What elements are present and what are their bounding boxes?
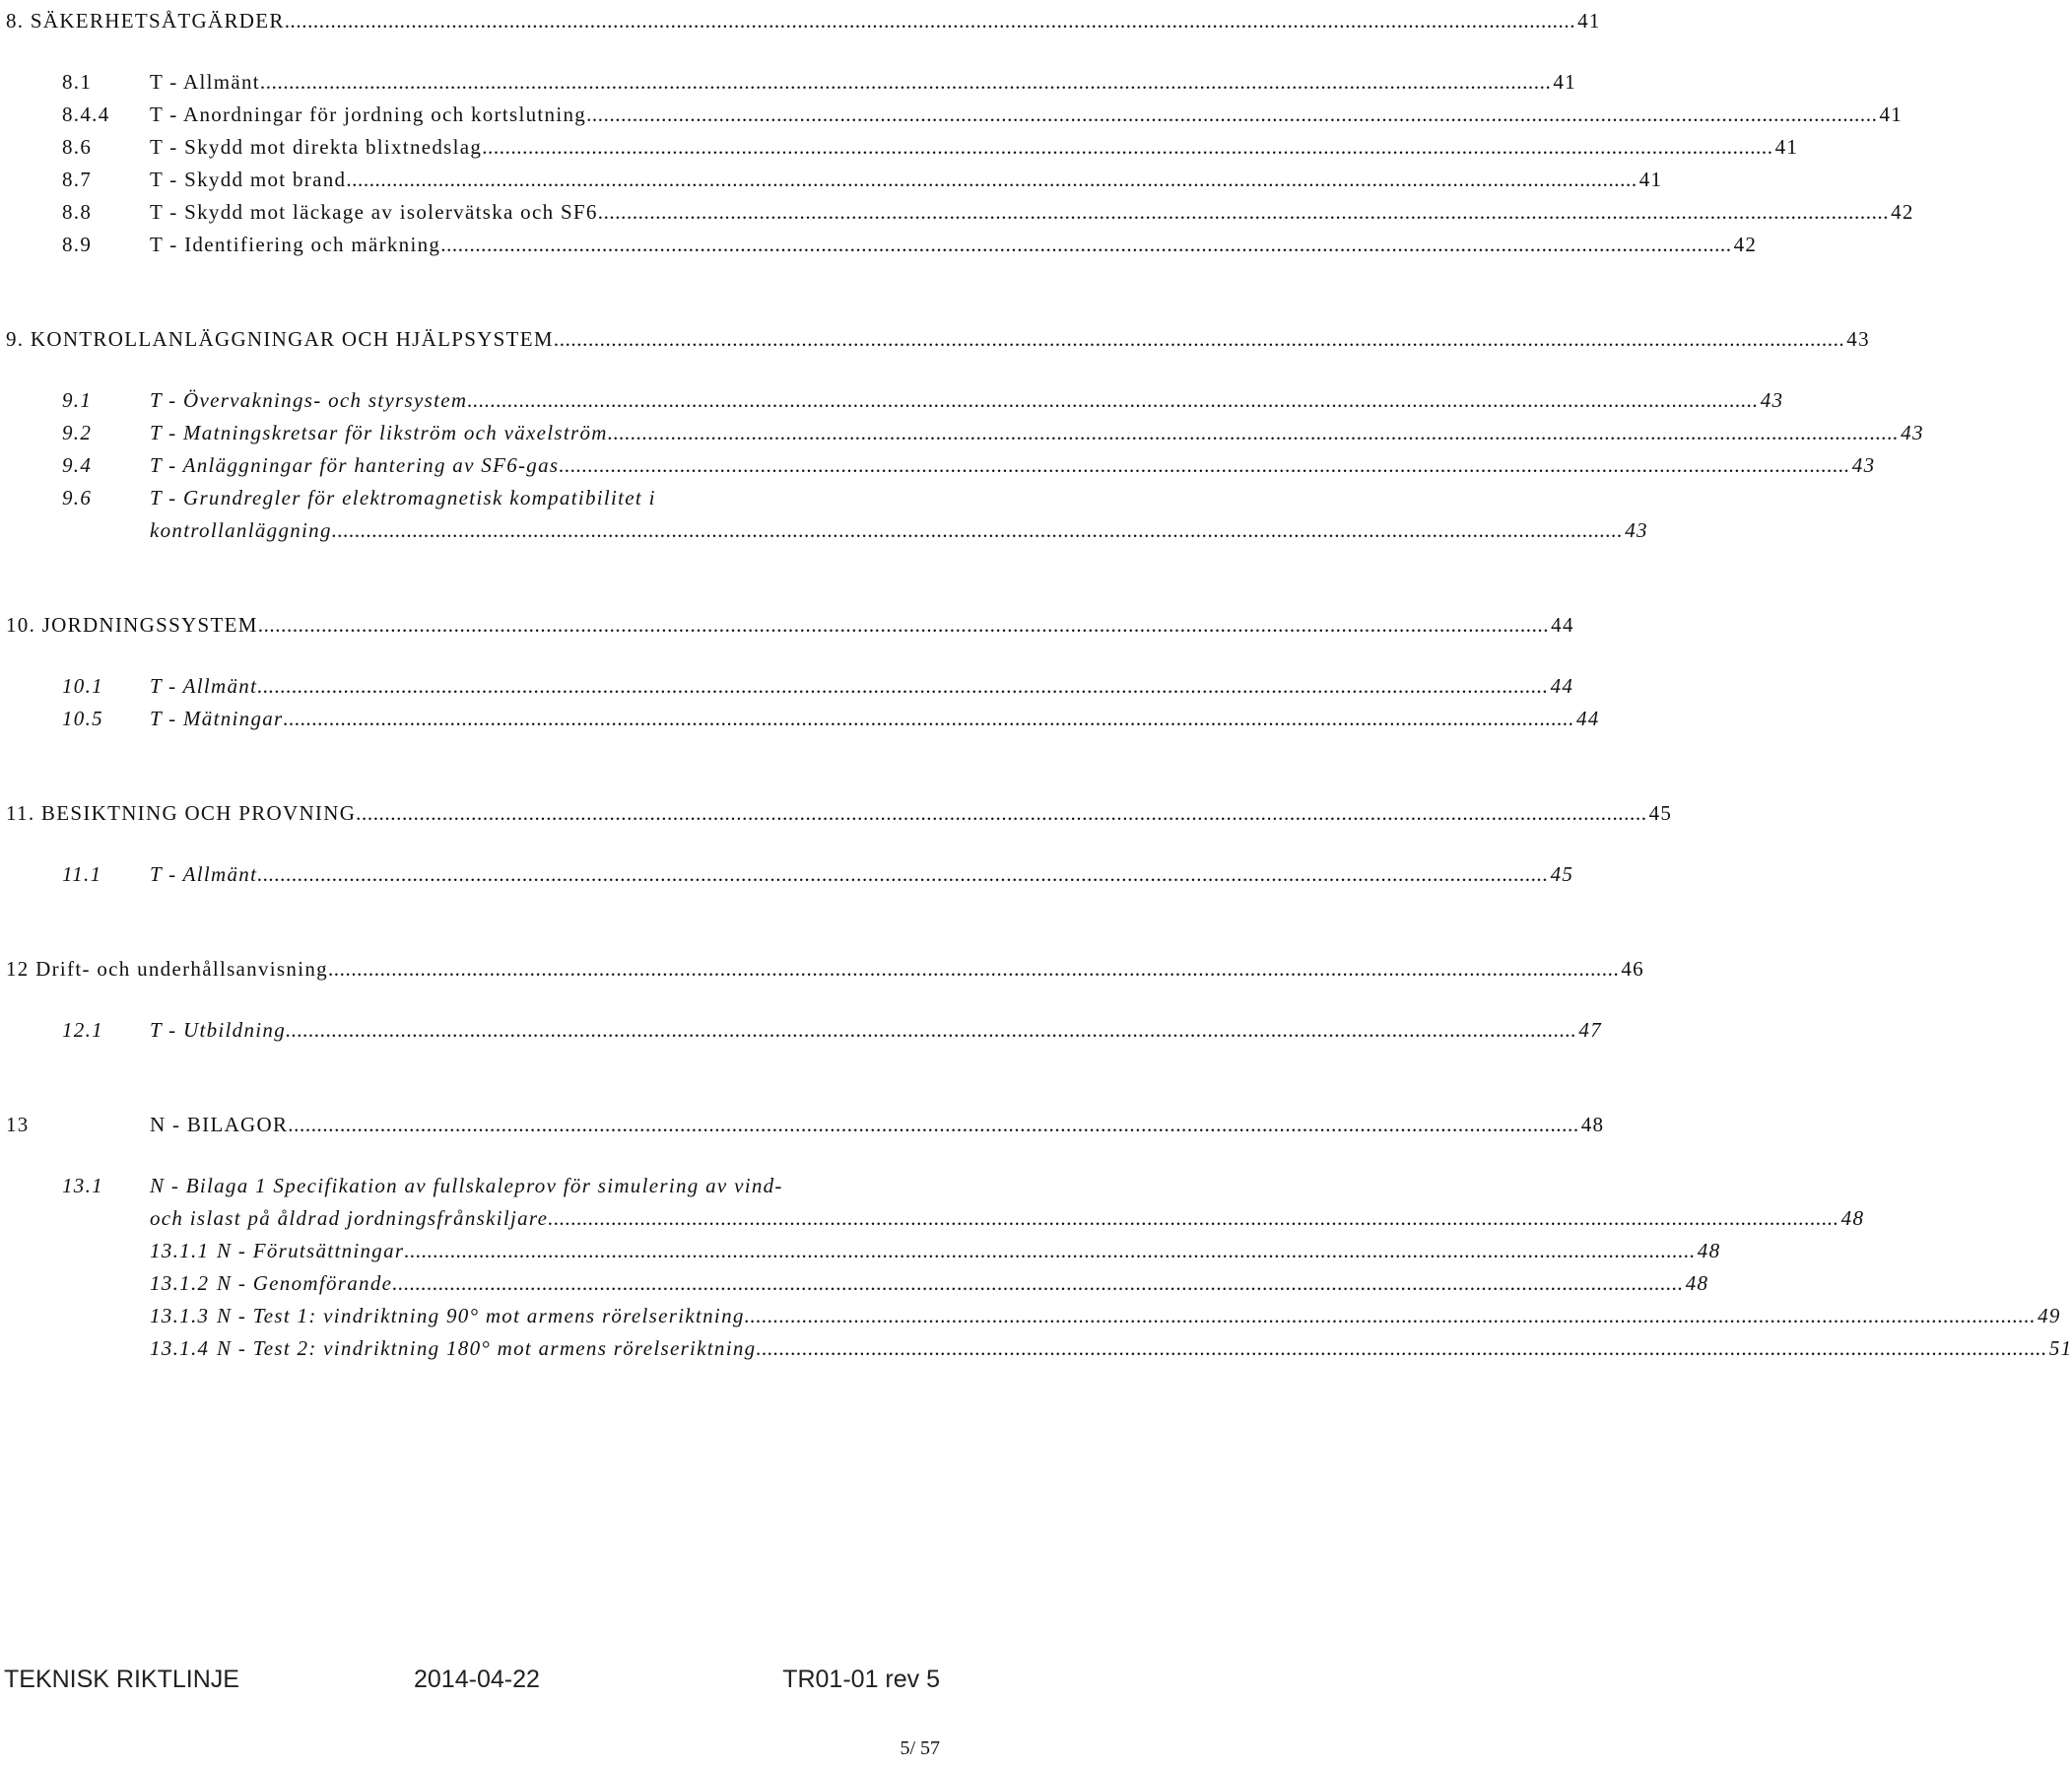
toc-title: T - Skydd mot brand <box>150 168 347 191</box>
toc-title: N - BILAGOR <box>150 1113 289 1136</box>
toc-number: 8.4.4 <box>62 102 110 126</box>
toc-number: 13.1 <box>62 1174 103 1197</box>
toc-number: 9.6 <box>62 486 93 510</box>
toc-title: T - Skydd mot direkta blixtnedslag <box>150 135 483 159</box>
toc-title: T - Skydd mot läckage av isolervätska och SF6 <box>150 200 598 224</box>
toc-page-number: 43 <box>1901 421 1924 444</box>
toc-heading: 10. JORDNINGSSYSTEM <box>6 613 258 637</box>
dot-leader <box>608 423 1899 443</box>
dot-leader <box>548 1208 1838 1229</box>
toc-number: 10.1 <box>62 674 103 698</box>
toc-number: 8.1 <box>62 70 93 94</box>
toc-entry[interactable] <box>62 94 1904 126</box>
toc-page-number: 48 <box>1840 1206 1865 1230</box>
footer-date: 2014-04-22 <box>414 1666 540 1693</box>
toc-title: N - Test 2: vindriktning 180° mot armens rörelseriktning <box>217 1336 757 1360</box>
toc-title: N - Test 1: vindriktning 90° mot armens rörelseriktning <box>217 1304 745 1327</box>
toc-page-number: 47 <box>1578 1018 1603 1042</box>
toc-number: 12.1 <box>62 1018 103 1042</box>
toc-page-number: 49 <box>2038 1304 2061 1327</box>
toc-page-number: 45 <box>1550 862 1574 886</box>
toc-entry[interactable] <box>150 1295 2061 1327</box>
toc-entry[interactable] <box>62 853 1574 886</box>
toc-title: och islast på åldrad jordningsfrånskiljare <box>150 1206 549 1230</box>
toc-entry[interactable] <box>62 224 1758 256</box>
toc-entry[interactable] <box>62 379 1784 412</box>
toc-number: 10.5 <box>62 707 103 730</box>
toc-page-number: 41 <box>1879 102 1904 126</box>
toc-page-number: 42 <box>1891 200 1914 224</box>
dot-leader <box>286 1020 1576 1041</box>
dot-leader <box>467 390 1758 411</box>
toc-title: N - Förutsättningar <box>217 1239 405 1262</box>
dot-leader <box>586 104 1877 125</box>
dot-leader <box>756 1338 2046 1359</box>
toc-heading: 11. BESIKTNING OCH PROVNING <box>6 801 357 825</box>
toc-entry[interactable] <box>62 159 1663 191</box>
toc-page-number: 43 <box>1625 518 1648 542</box>
toc-page-number: 44 <box>1575 707 1600 730</box>
toc-page-number: 48 <box>1697 1239 1721 1262</box>
toc-number: 9.1 <box>62 388 93 412</box>
toc-title: T - Allmänt <box>150 70 260 94</box>
toc-title: N - Bilaga 1 Specifikation av fullskaleprov för simulering av vind- <box>150 1174 783 1197</box>
toc-entry[interactable] <box>62 126 1799 159</box>
toc-entry[interactable] <box>62 412 1924 444</box>
toc-page-number: 45 <box>1648 801 1673 825</box>
dot-leader <box>559 455 1849 476</box>
dot-leader <box>440 235 1731 255</box>
dot-leader <box>356 803 1646 824</box>
dot-leader <box>404 1241 1695 1261</box>
dot-leader <box>328 959 1619 980</box>
toc-entry[interactable] <box>6 792 1673 825</box>
toc-page-number: 48 <box>1580 1113 1605 1136</box>
toc-number: 9.2 <box>62 421 93 444</box>
toc-heading: 8. SÄKERHETSÅTGÄRDER <box>6 9 285 33</box>
toc-number: 13.1.2 <box>150 1271 210 1295</box>
toc-title: N - Genomförande <box>217 1271 393 1295</box>
toc-entry[interactable] <box>62 1165 920 1196</box>
toc-page-number: 48 <box>1685 1271 1709 1295</box>
toc-number: 9.4 <box>62 453 93 477</box>
page-footer <box>0 1666 946 1697</box>
toc-entry[interactable] <box>62 698 1600 730</box>
toc-heading: 9. KONTROLLANLÄGGNINGAR OCH HJÄLPSYSTEM <box>6 327 554 351</box>
toc-title: T - Anordningar för jordning och kortslutning <box>150 102 587 126</box>
toc-page-number: 41 <box>1774 135 1799 159</box>
toc-heading: 12 Drift- och underhållsanvisning <box>6 957 328 981</box>
dot-leader <box>482 137 1772 158</box>
toc-title: T - Utbildning <box>150 1018 286 1042</box>
footer-document-id: TR01-01 rev 5 <box>782 1666 940 1693</box>
toc-entry[interactable] <box>62 444 1876 477</box>
toc-number: 8.7 <box>62 168 93 191</box>
dot-leader <box>346 170 1637 190</box>
dot-leader <box>257 864 1548 885</box>
toc-title: T - Mätningar <box>150 707 284 730</box>
toc-title: T - Allmänt <box>150 862 258 886</box>
toc-page-number: 51 <box>2048 1336 2072 1360</box>
dot-leader <box>332 520 1623 541</box>
toc-number: 11.1 <box>62 862 102 886</box>
toc-title: T - Allmänt <box>150 674 258 698</box>
dot-leader <box>258 615 1549 636</box>
dot-leader <box>288 1115 1578 1135</box>
toc-entry[interactable] <box>62 477 920 509</box>
toc-heading-number: 13 <box>6 1113 30 1136</box>
toc-page-number: 41 <box>1553 70 1576 94</box>
toc-entry-continuation[interactable] <box>150 1197 1865 1230</box>
dot-leader <box>392 1273 1683 1294</box>
toc-number: 8.9 <box>62 233 93 256</box>
toc-title: T - Matningskretsar för likström och växelström <box>150 421 608 444</box>
toc-entry[interactable] <box>6 1104 1605 1136</box>
toc-number: 13.1.4 <box>150 1336 210 1360</box>
toc-number: 8.8 <box>62 200 93 224</box>
toc-title: T - Identifiering och märkning <box>150 233 441 256</box>
toc-page-number: 41 <box>1577 9 1601 33</box>
toc-entry[interactable] <box>6 318 1870 351</box>
toc-page-number: 44 <box>1551 613 1574 637</box>
dot-leader <box>554 329 1844 350</box>
toc-number: 8.6 <box>62 135 93 159</box>
footer-document-type: TEKNISK RIKTLINJE <box>4 1666 239 1693</box>
toc-page-number: 43 <box>1846 327 1870 351</box>
toc-title: T - Grundregler för elektromagnetisk kompatibilitet i <box>150 486 656 510</box>
toc-page-number: 46 <box>1621 957 1644 981</box>
toc-entry-continuation[interactable] <box>150 510 1648 542</box>
dot-leader <box>284 709 1574 729</box>
toc-page-number: 44 <box>1550 674 1574 698</box>
toc-entry[interactable] <box>6 0 1601 33</box>
toc-number: 13.1.1 <box>150 1239 210 1262</box>
toc-number: 13.1.3 <box>150 1304 210 1327</box>
toc-page-number: 43 <box>1760 388 1784 412</box>
toc-page-number: 43 <box>1851 453 1876 477</box>
dot-leader <box>745 1306 2036 1327</box>
toc-entry[interactable] <box>150 1230 1721 1262</box>
toc-entry[interactable] <box>6 604 1574 637</box>
toc-title: T - Anläggningar för hantering av SF6-gas <box>150 453 560 477</box>
toc-entry[interactable] <box>6 948 1644 981</box>
toc-page-number: 41 <box>1638 168 1663 191</box>
toc-entry[interactable] <box>150 1262 1709 1295</box>
dot-leader <box>260 72 1551 93</box>
toc-entry[interactable] <box>62 1009 1603 1042</box>
dot-leader <box>285 11 1575 32</box>
toc-title: kontrollanläggning <box>150 518 332 542</box>
page-number: 5/ 57 <box>900 1737 940 1759</box>
dot-leader <box>598 202 1889 223</box>
toc-entry[interactable] <box>62 665 1574 698</box>
toc-entry[interactable] <box>62 191 1914 224</box>
dot-leader <box>257 676 1548 697</box>
toc-entry[interactable] <box>150 1327 2072 1360</box>
toc-page-number: 42 <box>1733 233 1758 256</box>
toc-entry[interactable] <box>62 61 1576 94</box>
toc-title: T - Övervaknings- och styrsystem <box>150 388 468 412</box>
